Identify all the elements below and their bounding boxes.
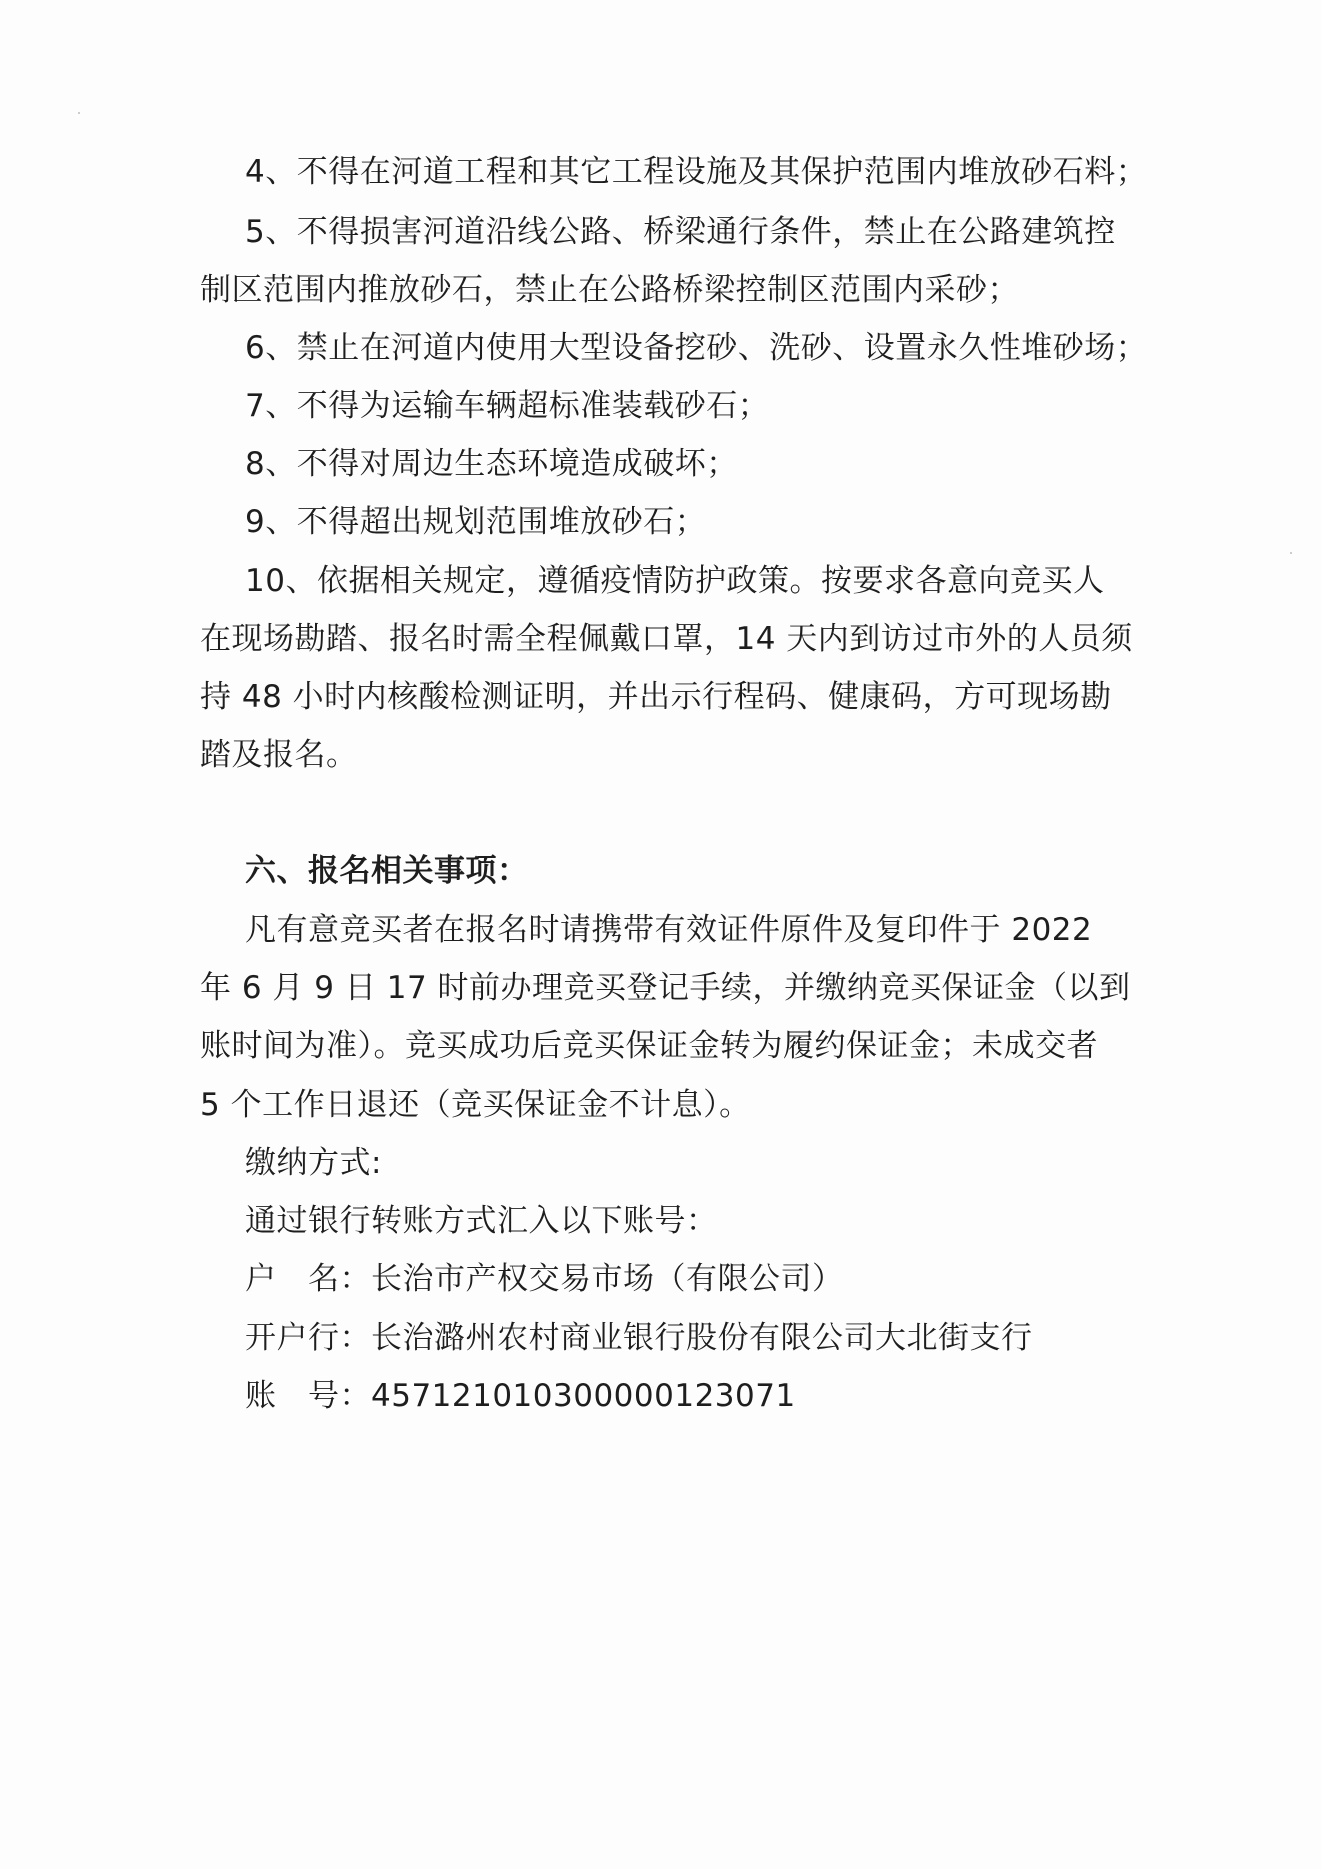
item-4: 4、不得在河道工程和其它工程设施及其保护范围内堆放砂石料； bbox=[245, 154, 1148, 190]
section-heading: 六、报名相关事项： bbox=[245, 853, 529, 889]
registration-para-line-3: 账时间为准）。竞买成功后竞买保证金转为履约保证金；未成交者 bbox=[200, 1028, 1098, 1064]
item-10-line-2: 在现场勘踏、报名时需全程佩戴口罩，14 天内到访过市外的人员须 bbox=[200, 621, 1133, 657]
scan-speck bbox=[1290, 552, 1292, 554]
item-8: 8、不得对周边生态环境造成破坏； bbox=[245, 446, 738, 482]
bank-name: 开户行：长治潞州农村商业银行股份有限公司大北街支行 bbox=[245, 1320, 1033, 1356]
registration-para-line-2: 年 6 月 9 日 17 时前办理竞买登记手续，并缴纳竞买保证金（以到 bbox=[200, 970, 1131, 1006]
account-number: 账 号：457121010300000123071 bbox=[245, 1378, 796, 1414]
item-9: 9、不得超出规划范围堆放砂石； bbox=[245, 504, 707, 540]
payment-method-label: 缴纳方式: bbox=[245, 1145, 382, 1181]
item-5-line-2: 制区范围内推放砂石，禁止在公路桥梁控制区范围内采砂； bbox=[200, 272, 1019, 308]
scan-speck bbox=[78, 112, 80, 114]
registration-para-line-4: 5 个工作日退还（竞买保证金不计息）。 bbox=[200, 1087, 751, 1123]
item-10-line-3: 持 48 小时内核酸检测证明，并出示行程码、健康码，方可现场勘 bbox=[200, 679, 1112, 715]
item-10-line-1: 10、依据相关规定，遵循疫情防护政策。按要求各意向竞买人 bbox=[245, 563, 1105, 599]
item-5-line-1: 5、不得损害河道沿线公路、桥梁通行条件，禁止在公路建筑控 bbox=[245, 214, 1116, 250]
item-10-line-4: 踏及报名。 bbox=[200, 737, 358, 773]
account-name: 户 名：长治市产权交易市场（有限公司） bbox=[245, 1261, 844, 1297]
item-6: 6、禁止在河道内使用大型设备挖砂、洗砂、设置永久性堆砂场； bbox=[245, 330, 1148, 366]
registration-para-line-1: 凡有意竞买者在报名时请携带有效证件原件及复印件于 2022 bbox=[245, 912, 1093, 948]
transfer-instruction: 通过银行转账方式汇入以下账号： bbox=[245, 1203, 718, 1239]
item-7: 7、不得为运输车辆超标准装载砂石； bbox=[245, 388, 770, 424]
